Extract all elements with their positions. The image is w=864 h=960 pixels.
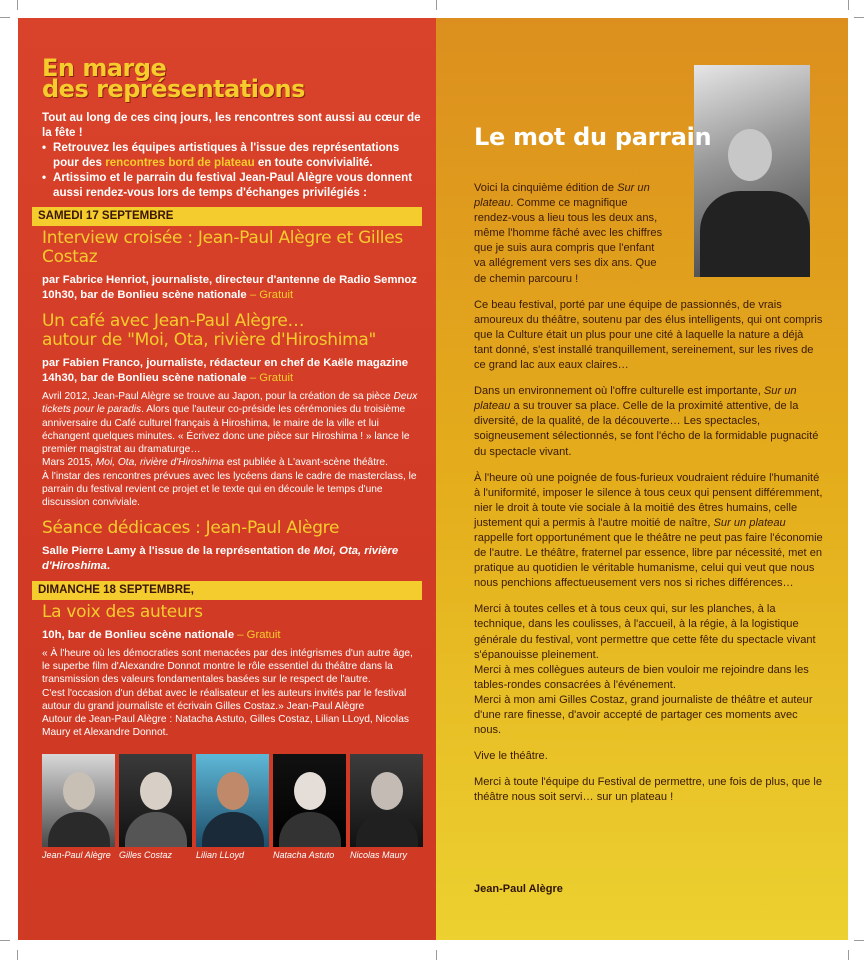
- event-title: Interview croisée : Jean-Paul Alègre et Gilles Costaz: [42, 228, 403, 267]
- signature: Jean-Paul Alègre: [474, 883, 563, 895]
- portrait-image: [273, 754, 346, 847]
- main-title-line2: des représentations: [42, 75, 305, 103]
- intro-text: Tout au long de ces cinq jours, les rencontres sont aussi au cœur de la fête !: [42, 111, 421, 139]
- event-title: Un café avec Jean-Paul Alègre… autour de "Moi, Ota, rivière d'Hiroshima": [42, 311, 377, 350]
- author-photo: [273, 754, 346, 860]
- event-description: Avril 2012, Jean-Paul Alègre se trouve au Japon, pour la création de sa pièce Deux tickets pour le paradis. Alors que l'auteur co-préside les cérémonies du troisième anniversaire du Café culturel français à Hiroshima, le maire de la ville et lui échangent quelques minutes. « Écrivez donc une pièce sur Hiroshima ! » lance le premier magistrat au dramaturge… Mars 2015, Moi, Ota, rivière d'Hiroshima est publiée à L'avant-scène théâtre. À l'instar des rencontres prévues avec les lycéens dans le cadre de masterclass, le parrain du festival revient ce projet et le texte qui en découle le temps d'une discussion conviviale.: [42, 391, 418, 509]
- parrain-text: [474, 181, 824, 816]
- paragraph: Voici la cinquième édition de Sur un plateau. Comme ce magnifique rendez-vous a lieu tous les deux ans, même l'homme fâché avec les chiffres que je suis aura compris que l'enfant va allégrement vers ses dix ans. Que de chemin parcouru !: [474, 182, 663, 285]
- crop-mark: [436, 950, 437, 960]
- portrait-image: [196, 754, 269, 847]
- event-dedicaces: [42, 519, 422, 574]
- price-label: – Gratuit: [249, 289, 294, 301]
- paragraph: Merci à toutes celles et à tous ceux qui, sur les planches, à la technique, dans les coulisses, à l'accueil, à la régie, à la logistique générale du festival, vont permettre que cette fête du spectacle vivant s'épanouisse pleinement. Merci à mes collègues auteurs de bien vouloir me rejoindre dans les tables-rondes consacrées à l'événement. Merci à mon ami Gilles Costaz, grand journaliste de théâtre et auteur d'une rare finesse, d'avoir accepté de partager ces moments avec nous.: [474, 603, 816, 737]
- parrain-title: Le mot du parrain: [474, 123, 712, 151]
- portrait-image: [350, 754, 423, 847]
- crop-mark: [848, 0, 849, 10]
- photo-caption: Nicolas Maury: [350, 849, 408, 860]
- portrait-image: [42, 754, 115, 847]
- price-label: – Gratuit: [237, 628, 281, 641]
- author-photo: [350, 754, 423, 860]
- right-panel: [436, 18, 848, 940]
- date-bar-sunday: DIMANCHE 18 SEPTEMBRE,: [32, 581, 422, 600]
- main-title: [42, 54, 422, 103]
- crop-mark: [17, 950, 18, 960]
- event-description: « À l'heure où les démocraties sont menacées par des intégrismes d'un autre âge, le superbe film d'Alexandre Donnot montre le rôle essentiel du théâtre dans la transmission des valeurs fondamentales basées sur le respect de l'autre. C'est l'occasion d'un débat avec le réalisateur et les auteurs invités par le festival autour du grand journaliste et écrivain Gilles Costaz.» Jean-Paul Alègre Autour de Jean-Paul Alègre : Natacha Astuto, Gilles Costaz, Lilian LLoyd, Nicolas Maury et Alexandre Donnot.: [42, 647, 413, 739]
- main-title-line1: En marge: [42, 54, 167, 82]
- highlight-text: rencontres bord de plateau: [105, 156, 255, 169]
- crop-mark: [848, 950, 849, 960]
- author-photo: [196, 754, 269, 860]
- crop-mark: [854, 940, 864, 941]
- crop-mark: [854, 17, 864, 18]
- paragraph: Vive le théâtre.: [474, 750, 548, 763]
- photo-caption: Gilles Costaz: [119, 849, 173, 860]
- crop-mark: [0, 17, 10, 18]
- crop-mark: [17, 0, 18, 10]
- event-title: La voix des auteurs: [42, 601, 203, 622]
- portrait-image: [119, 754, 192, 847]
- event-cafe: [42, 312, 422, 510]
- event-place: Salle Pierre Lamy à l'issue de la représentation de Moi, Ota, rivière d'Hiroshima.: [42, 544, 399, 572]
- intro-block: [42, 110, 422, 200]
- price-label: – Gratuit: [249, 372, 294, 384]
- author-photos: [42, 754, 422, 860]
- bullet-item: • Artissimo et le parrain du festival Jean-Paul Alègre vous donnent aussi rendez-vous lors de temps d'échanges privilégiés :: [42, 170, 422, 200]
- event-speaker: par Fabrice Henriot, journaliste, directeur d'antenne de Radio Semnoz: [42, 274, 417, 286]
- date-bar-saturday: SAMEDI 17 SEPTEMBRE: [32, 207, 422, 226]
- event-interview: [42, 229, 422, 303]
- photo-caption: Lilian LLoyd: [196, 849, 245, 860]
- crop-mark: [0, 940, 10, 941]
- left-panel: [18, 18, 436, 940]
- author-photo: [42, 754, 115, 860]
- author-photo: [119, 754, 192, 860]
- paragraph: Dans un environnement où l'offre culturelle est importante, Sur un plateau a su trouver sa place. Celle de la proximité attentive, de la diversité, de la qualité, de la découverte… Les spectacles, soigneusement sélectionnés, se font l'écho de la formidable pugnacité du spectacle vivant.: [474, 385, 819, 458]
- paragraph: Ce beau festival, porté par une équipe de passionnés, de vrais amoureux du théâtre, soutenu par des élus intelligents, qui ont compris que la Culture était un plus pour une cité à laquelle la nature a déjà tant donné, s'est installé tranquillement, sereinement, sur les rives de ce grand lac aux eaux claires…: [474, 298, 823, 372]
- paragraph: Merci à toute l'équipe du Festival de permettre, une fois de plus, que le théâtre nous soit servi… sur un plateau !: [474, 776, 823, 804]
- event-title: Séance dédicaces : Jean-Paul Alègre: [42, 517, 340, 538]
- event-speaker: par Fabien Franco, journaliste, rédacteur en chef de Kaële magazine: [42, 357, 409, 369]
- event-place: 14h30, bar de Bonlieu scène nationale – Gratuit: [42, 372, 294, 384]
- paragraph: À l'heure où une poignée de fous-furieux voudraient réduire l'humanité à l'uniformité, imposer le silence à tous ceux qui pensent différemment, nier le droit à toute vie sociale à la moitié des êtres humains, celle justement qui a permis à l'autre moitié de naître, Sur un plateau rappelle fort opportunément que le théâtre ne peut pas faire l'économie de l'autre. Le théâtre, fraternel par essence, libre par nécessité, met en pratique au quotidien le véritable humanisme, celui qui veut que nous nous penchions affectueusement vers nos si riches différences…: [474, 471, 823, 590]
- crop-mark: [436, 0, 437, 10]
- event-voix-auteurs: [42, 603, 422, 740]
- event-place: 10h30, bar de Bonlieu scène nationale – Gratuit: [42, 289, 294, 301]
- photo-caption: Natacha Astuto: [273, 849, 335, 860]
- bullet-item: • Retrouvez les équipes artistiques à l'issue des représentations pour des rencontres bord de plateau en toute convivialité.: [42, 140, 422, 170]
- photo-caption: Jean-Paul Alègre: [42, 849, 111, 860]
- event-place: 10h, bar de Bonlieu scène nationale – Gratuit: [42, 628, 281, 641]
